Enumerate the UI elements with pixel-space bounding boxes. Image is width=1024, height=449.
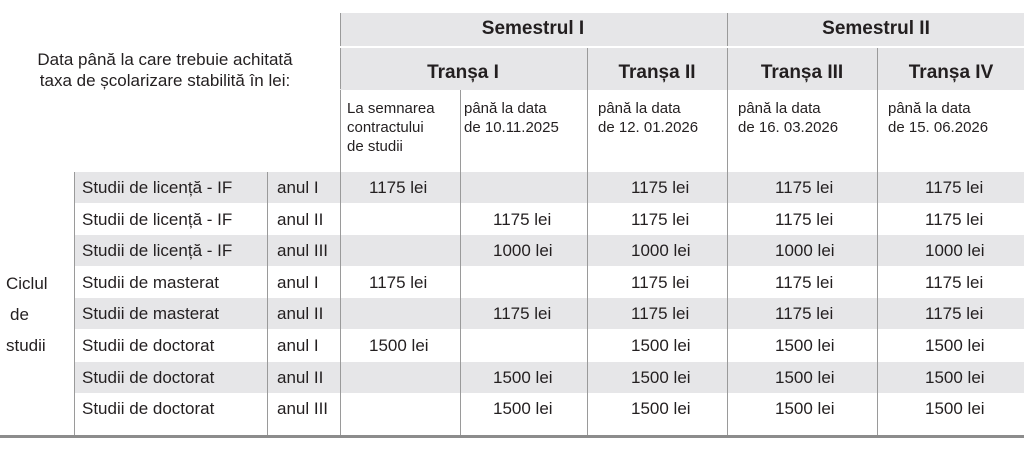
divider <box>340 46 1024 48</box>
fee-cell: 1000 lei <box>925 241 985 261</box>
fee-cell: 1500 lei <box>369 336 429 355</box>
deadline-5-line-1: până la data <box>888 100 971 117</box>
fee-cell: 1175 lei <box>631 272 690 292</box>
cycle-label-line-2: de <box>10 305 29 324</box>
cycle-label <box>6 268 66 361</box>
fee-cell: 1175 lei <box>925 209 984 229</box>
table-row <box>74 267 1024 298</box>
fee-cell: 1175 lei <box>775 209 834 229</box>
fee-cell: 1175 lei <box>775 304 834 324</box>
fee-cell: 1175 lei <box>925 272 984 292</box>
fee-cell: 1000 lei <box>631 241 691 261</box>
table-caption <box>6 49 324 91</box>
table-row <box>74 298 1024 329</box>
fee-cell: 1500 lei <box>631 367 691 387</box>
caption-line-2: taxa de școlarizare stabilită în lei: <box>39 71 291 90</box>
fee-cell: 1175 lei <box>631 304 690 324</box>
deadline-3-line-1: până la data <box>598 100 681 117</box>
program-cell: Studii de licență - IF <box>82 241 233 261</box>
deadline-1-line-3: de studii <box>347 138 403 155</box>
caption-line-1: Data până la care trebuie achitată <box>37 50 293 69</box>
fee-cell: 1175 lei <box>493 209 552 229</box>
divider <box>340 13 341 89</box>
year-cell: anul II <box>277 304 324 324</box>
deadline-3 <box>598 99 726 137</box>
deadline-3-line-2: de 12. 01.2026 <box>598 119 699 136</box>
year-cell: anul II <box>277 367 324 387</box>
divider <box>727 13 728 435</box>
table-row <box>74 204 1024 235</box>
fee-cell: 1175 lei <box>775 178 834 197</box>
fee-cell: 1175 lei <box>925 178 984 197</box>
program-cell: Studii de licență - IF <box>82 209 233 229</box>
fee-cell: 1500 lei <box>631 336 691 355</box>
fee-cell: 1175 lei <box>369 272 428 292</box>
program-cell: Studii de doctorat <box>82 367 215 387</box>
divider <box>340 90 341 435</box>
program-cell: Studii de licență - IF <box>82 178 233 197</box>
fee-cell: 1000 lei <box>493 241 553 261</box>
divider <box>460 90 461 435</box>
semester-2-label: Semestrul II <box>822 18 930 39</box>
fee-cell: 1500 lei <box>925 336 985 355</box>
year-cell: anul III <box>277 241 329 261</box>
fee-cell: 1175 lei <box>631 209 690 229</box>
divider <box>877 48 878 435</box>
table-row <box>74 235 1024 266</box>
table-row <box>74 330 1024 361</box>
semester-1-label: Semestrul I <box>481 18 585 39</box>
fee-cell: 1500 lei <box>775 399 835 419</box>
deadline-1-line-2: contractului <box>347 119 424 136</box>
deadline-2 <box>464 99 584 137</box>
fee-cell: 1500 lei <box>775 367 835 387</box>
program-cell: Studii de masterat <box>82 272 220 292</box>
program-cell: Studii de doctorat <box>82 336 215 355</box>
deadline-4 <box>738 99 876 137</box>
fee-cell: 1500 lei <box>925 399 985 419</box>
divider <box>587 48 588 435</box>
year-cell: anul II <box>277 209 324 229</box>
year-cell: anul I <box>277 272 319 292</box>
program-cell: Studii de masterat <box>82 304 220 324</box>
deadline-2-line-2: de 10.11.2025 <box>464 119 559 136</box>
year-cell: anul III <box>277 399 329 419</box>
table-row <box>74 172 1024 203</box>
deadline-1-line-1: La semnarea <box>347 100 435 117</box>
fee-cell: 1500 lei <box>775 336 835 355</box>
table-bottom-rule <box>0 435 1024 438</box>
deadline-5 <box>888 99 1024 137</box>
tranche-4-label: Tranșa IV <box>908 62 994 83</box>
deadline-4-line-1: până la data <box>738 100 821 117</box>
cycle-label-line-1: Ciclul <box>6 274 48 293</box>
deadline-1 <box>347 99 459 156</box>
deadline-2-line-1: până la data <box>464 100 547 117</box>
year-cell: anul I <box>277 336 319 355</box>
table-row <box>74 393 1024 424</box>
deadline-5-line-2: de 15. 06.2026 <box>888 119 989 136</box>
fee-cell: 1500 lei <box>493 367 553 387</box>
year-cell: anul I <box>277 178 319 197</box>
fee-cell: 1175 lei <box>925 304 984 324</box>
deadline-4-line-2: de 16. 03.2026 <box>738 119 839 136</box>
cycle-label-line-3: studii <box>6 336 46 355</box>
fee-cell: 1500 lei <box>631 399 691 419</box>
tranche-3-label: Tranșa III <box>760 62 844 83</box>
tranche-1-label: Tranșa I <box>427 62 499 83</box>
divider <box>267 172 268 435</box>
fee-cell: 1500 lei <box>925 367 985 387</box>
fee-cell: 1175 lei <box>493 304 552 324</box>
fee-cell: 1175 lei <box>775 272 834 292</box>
tranche-2-label: Tranșa II <box>618 62 696 83</box>
table-row <box>74 362 1024 393</box>
fee-cell: 1000 lei <box>775 241 835 261</box>
fee-cell: 1500 lei <box>493 399 553 419</box>
fee-cell: 1175 lei <box>631 178 690 197</box>
divider <box>74 172 75 435</box>
program-cell: Studii de doctorat <box>82 399 215 419</box>
fee-cell: 1175 lei <box>369 178 428 197</box>
